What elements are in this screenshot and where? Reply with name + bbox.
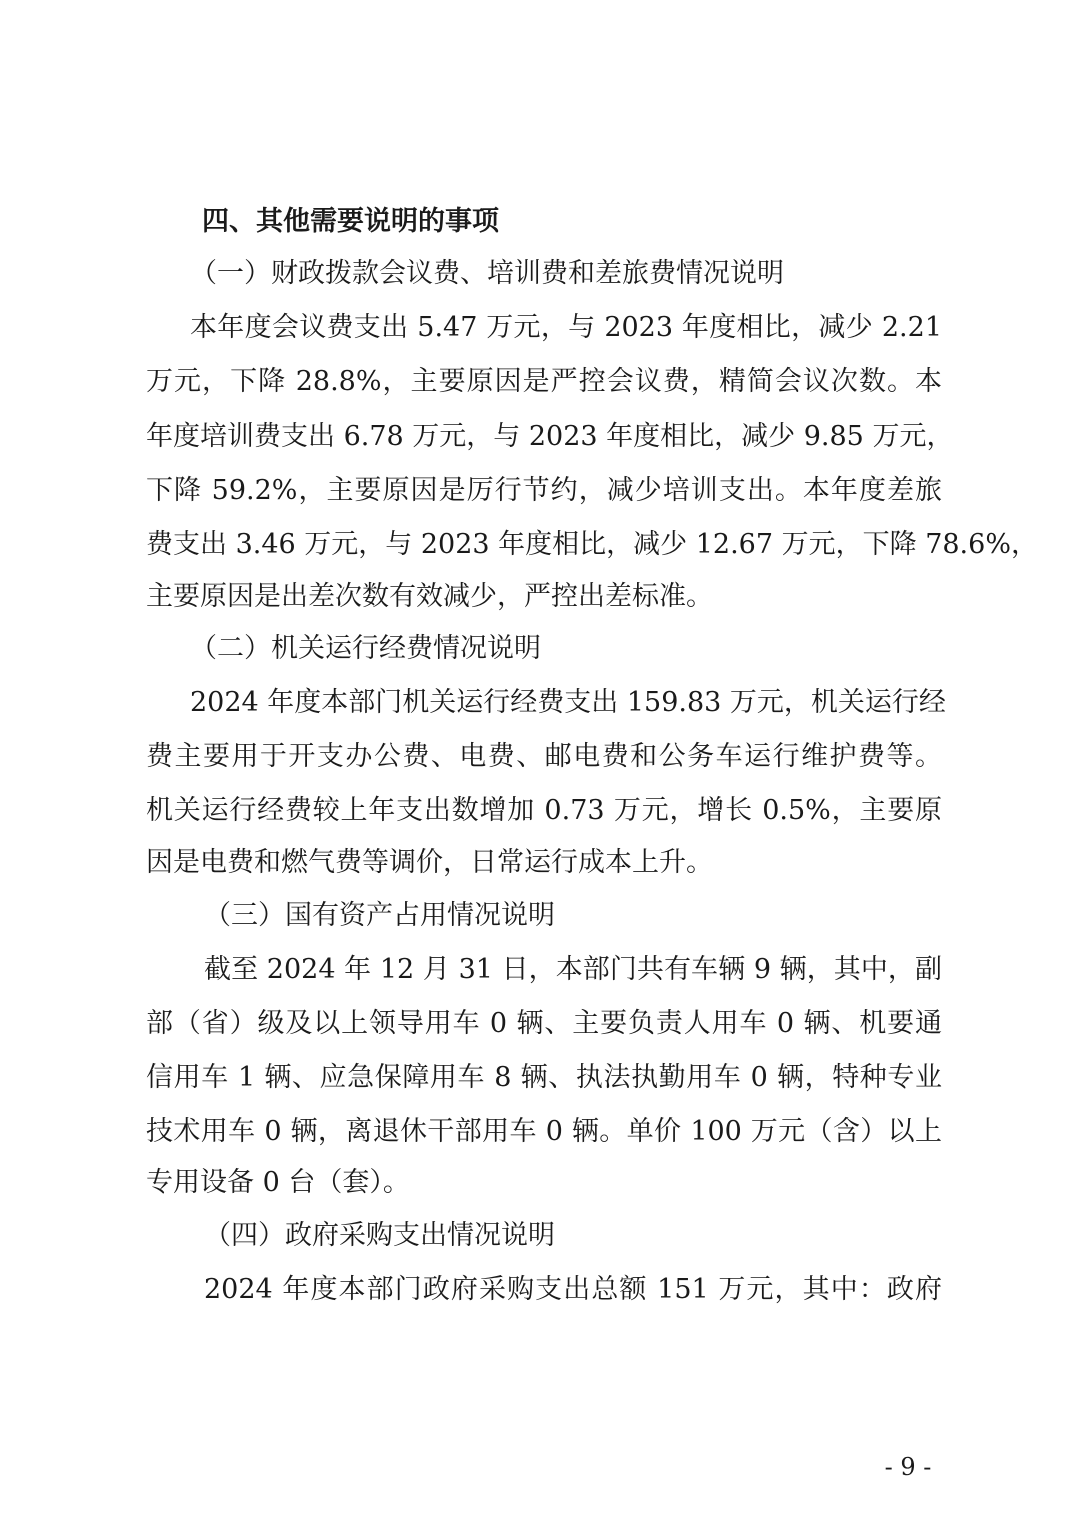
subsection-title-4: （四）政府采购支出情况说明 <box>204 1220 555 1251</box>
paragraph-line: 年度培训费支出 6.78 万元，与 2023 年度相比，减少 9.85 万元， <box>146 421 954 452</box>
paragraph-line: 技术用车 0 辆，离退休干部用车 0 辆。单价 100 万元（含）以上 <box>146 1116 942 1147</box>
paragraph-line: 主要原因是出差次数有效减少，严控出差标准。 <box>146 581 713 612</box>
paragraph-line: 截至 2024 年 12 月 31 日，本部门共有车辆 9 辆，其中，副 <box>204 954 942 985</box>
subsection-title-1: （一）财政拨款会议费、培训费和差旅费情况说明 <box>190 258 784 289</box>
paragraph-line: 费支出 3.46 万元，与 2023 年度相比，减少 12.67 万元，下降 78.6%， <box>146 529 1038 560</box>
section-heading: 四、其他需要说明的事项 <box>202 206 499 237</box>
paragraph-line: 下降 59.2%，主要原因是厉行节约，减少培训支出。本年度差旅 <box>146 475 942 506</box>
paragraph-line: 部（省）级及以上领导用车 0 辆、主要负责人用车 0 辆、机要通 <box>146 1008 942 1039</box>
subsection-title-2: （二）机关运行经费情况说明 <box>190 633 541 664</box>
paragraph-line: 2024 年度本部门政府采购支出总额 151 万元，其中：政府 <box>204 1274 942 1305</box>
paragraph-line: 信用车 1 辆、应急保障用车 8 辆、执法执勤用车 0 辆，特种专业 <box>146 1062 942 1093</box>
paragraph-line: 机关运行经费较上年支出数增加 0.73 万元，增长 0.5%，主要原 <box>146 795 942 826</box>
paragraph-line: 因是电费和燃气费等调价，日常运行成本上升。 <box>146 847 713 878</box>
paragraph-line: 本年度会议费支出 5.47 万元，与 2023 年度相比，减少 2.21 <box>190 312 942 343</box>
paragraph-line: 费主要用于开支办公费、电费、邮电费和公务车运行维护费等。 <box>146 741 942 772</box>
paragraph-line: 专用设备 0 台（套）。 <box>146 1167 410 1198</box>
subsection-title-3: （三）国有资产占用情况说明 <box>204 900 555 931</box>
paragraph-line: 2024 年度本部门机关运行经费支出 159.83 万元，机关运行经 <box>190 687 946 718</box>
paragraph-line: 万元，下降 28.8%，主要原因是严控会议费，精简会议次数。本 <box>146 366 942 397</box>
page-number: - 9 - <box>884 1453 932 1481</box>
